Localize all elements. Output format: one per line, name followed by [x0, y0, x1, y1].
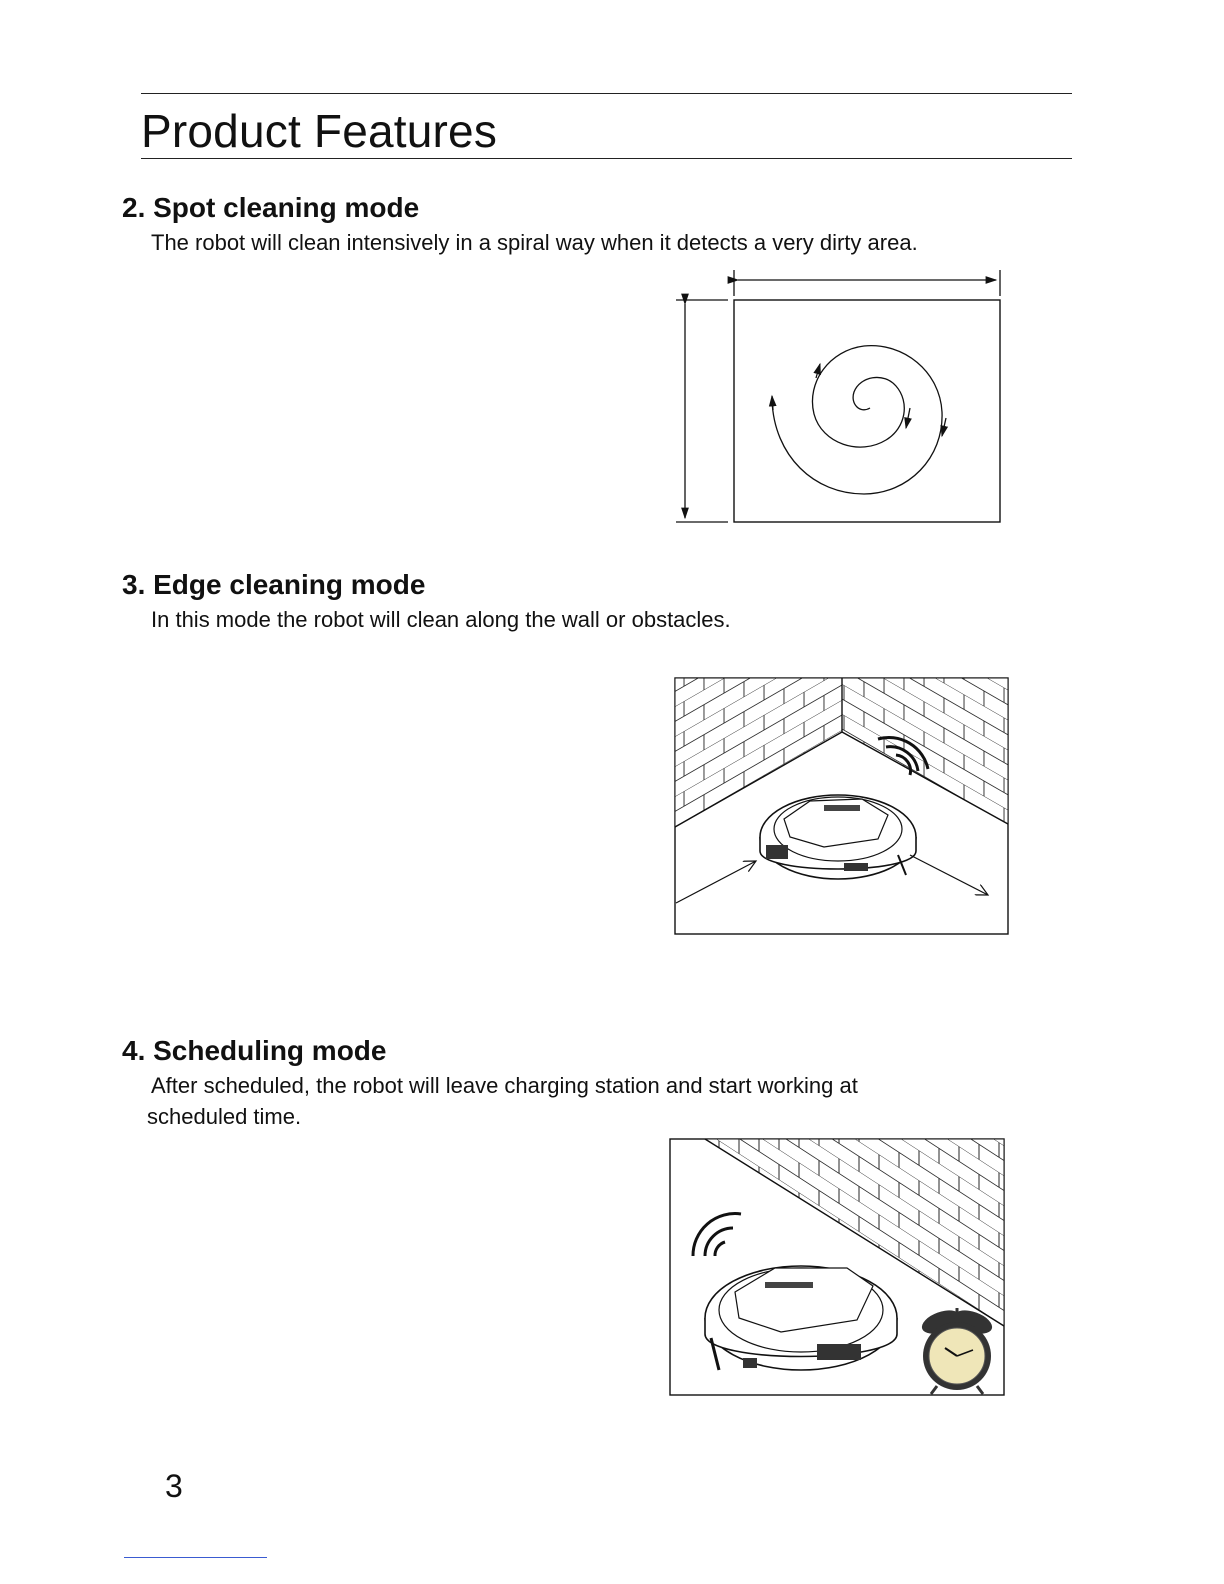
spiral-icon: [670, 268, 1010, 530]
robot-clock-icon: [669, 1138, 1007, 1398]
page-number: 3: [165, 1468, 183, 1504]
robot-wall-icon: [674, 677, 1010, 937]
header-bottom-rule: [141, 158, 1072, 159]
section-text-scheduling-line2: scheduled time.: [147, 1104, 302, 1129]
section-heading-edge-cleaning: 3. Edge cleaning mode: [122, 569, 426, 600]
spiral-diagram: [670, 268, 1010, 530]
section-text-edge-cleaning: In this mode the robot will clean along the wall or obstacles.: [151, 607, 731, 632]
edge-cleaning-diagram: [674, 677, 1010, 937]
footer-link-line: [124, 1557, 267, 1558]
section-text-spot-cleaning: The robot will clean intensively in a spiral way when it detects a very dirty area.: [151, 230, 918, 255]
page-title: Product Features: [141, 105, 498, 157]
section-heading-spot-cleaning: 2. Spot cleaning mode: [122, 192, 420, 223]
header-top-rule: [141, 93, 1072, 94]
scheduling-diagram: [669, 1138, 1007, 1398]
section-text-scheduling-line1: After scheduled, the robot will leave charging station and start working at: [151, 1073, 858, 1098]
section-heading-scheduling: 4. Scheduling mode: [122, 1035, 387, 1066]
